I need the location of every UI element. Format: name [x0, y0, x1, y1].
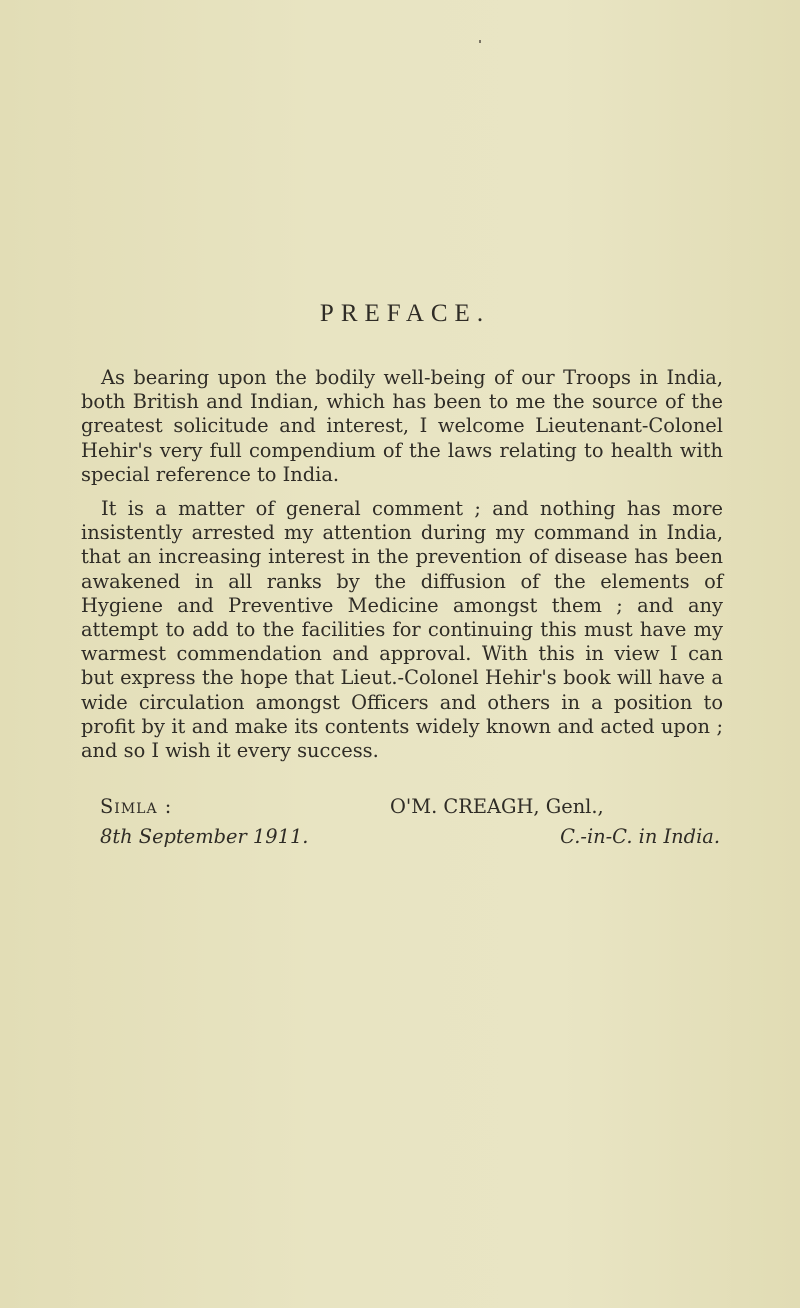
- page-title: PREFACE.: [319, 300, 491, 327]
- preface-body: [81, 366, 723, 773]
- paragraph-2: It is a matter of general comment ; and nothing has more insistently arrested my attention during my command in India, that an increasing interest in the prevention of disease has been awakened in all ranks by the diffusion of the elements of Hygiene and Preventive Medicine amongst them ; and any attempt to add to the facilities for continuing this must have my warmest commendation and approval. With this in view I can but express the hope that Lieut.-Colonel Hehir's book will have a wide circulation amongst Officers and others in a position to profit by it and make its contents widely known and acted upon ; and so I wish it every success.: [81, 497, 723, 763]
- signature-title: C.-in-C. in India.: [560, 825, 720, 848]
- signature-date: 8th September 1911.: [100, 825, 309, 848]
- signature-name: O'M. CREAGH, Genl.,: [390, 795, 604, 818]
- page-mark: [479, 40, 481, 43]
- signature-block: [100, 792, 720, 852]
- paragraph-1: As bearing upon the bodily well-being of our Troops in India, both British and Indian, which has been to me the source of the greatest solicitude and interest, I welcome Lieutenant-Colonel Hehir's very full compendium of the laws relating to health with special reference to India.: [81, 366, 723, 486]
- signature-place: Simla :: [100, 795, 173, 818]
